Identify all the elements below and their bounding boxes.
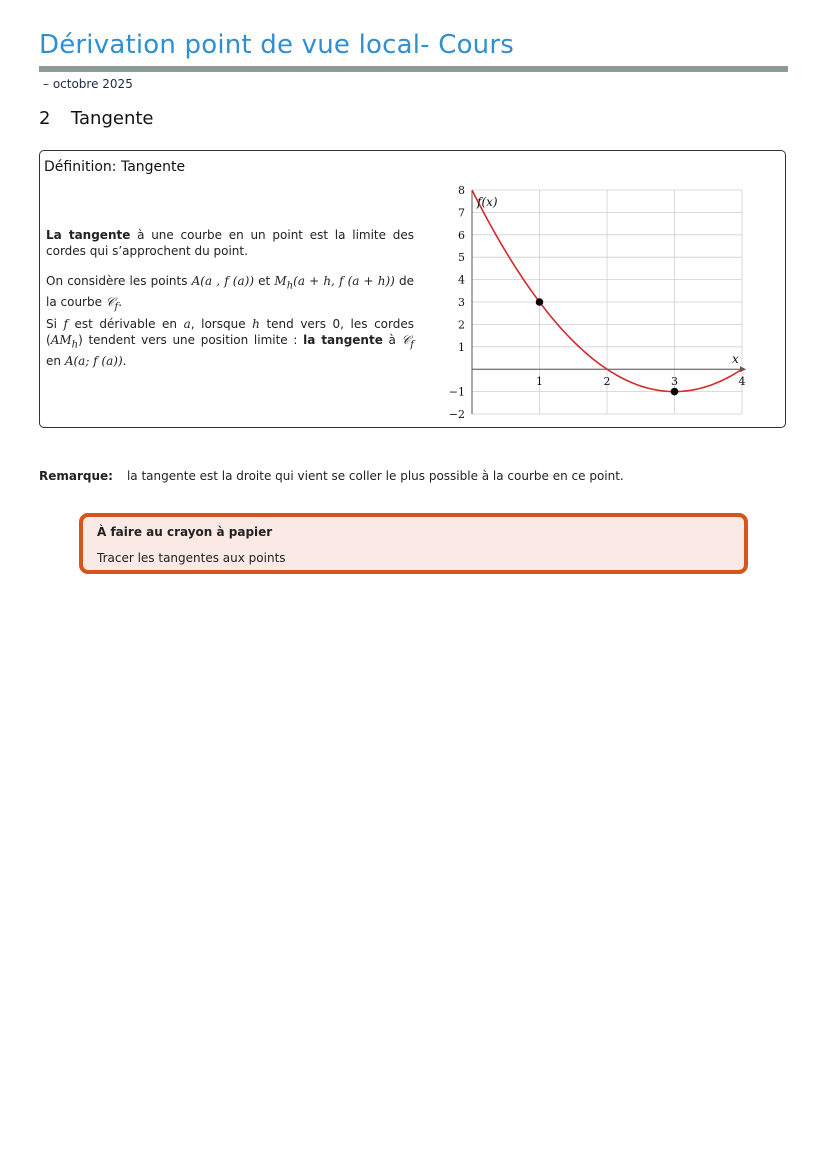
section-title: Tangente: [71, 108, 154, 129]
task-box: [79, 513, 748, 574]
bold-term: La tangente: [46, 228, 131, 242]
text-span: et: [254, 274, 275, 288]
x-tick-label: 4: [738, 375, 746, 389]
definition-text: [46, 227, 414, 369]
definition-heading: Définition: Tangente: [44, 159, 186, 175]
math-sub: h: [71, 339, 79, 351]
y-tick-label: 4: [458, 273, 465, 287]
x-axis-label: x: [732, 352, 739, 367]
y-tick-label: 2: [458, 318, 465, 332]
section-number: 2: [39, 108, 51, 129]
y-tick-label: −1: [448, 385, 465, 399]
section-heading: [39, 108, 154, 129]
definition-paragraph-1: [46, 227, 414, 259]
remark-text: la tangente est la droite qui vient se coller le plus possible à la courbe en ce point.: [126, 469, 624, 483]
function-graph: [445, 180, 755, 425]
math-span: AM: [50, 332, 72, 347]
math-span: f: [63, 316, 68, 331]
math-span: h: [252, 316, 260, 331]
y-tick-label: 8: [458, 184, 465, 197]
math-span: A(a , f (a)): [191, 274, 255, 288]
text-span: .: [122, 354, 127, 369]
text-span: On considère les points: [46, 274, 192, 288]
math-sub: f: [410, 339, 414, 351]
y-axis-label: f(x): [477, 195, 498, 209]
date-line: – octobre 2025: [43, 77, 133, 91]
x-tick-label: 2: [603, 375, 611, 389]
text-span: à une courbe en un point est la limite des cordes qui s’approchent du point.: [46, 228, 414, 258]
math-sub: f: [114, 301, 119, 313]
math-span: a: [183, 316, 191, 331]
math-sub: h: [286, 280, 294, 292]
text-span: tend vers 0, les cordes (: [46, 316, 414, 347]
text-span: en: [46, 354, 65, 369]
x-tick-label: 3: [671, 375, 678, 389]
text-span: est dérivable en: [67, 316, 184, 331]
task-text: Tracer les tangentes aux points: [97, 551, 286, 565]
math-span: 𝒞: [105, 295, 115, 310]
definition-paragraph-2: [46, 273, 414, 316]
text-span: de la courbe: [46, 274, 414, 310]
math-span: 𝒞: [401, 332, 411, 347]
y-tick-label: 1: [458, 340, 465, 354]
page-title: Dérivation point de vue local- Cours: [39, 30, 514, 60]
text-span: .: [118, 295, 123, 310]
curve-point: [671, 388, 679, 396]
text-span: Si: [46, 316, 64, 331]
task-title: À faire au crayon à papier: [97, 525, 273, 539]
y-tick-label: −2: [448, 408, 465, 421]
math-span: (a + h, f (a + h)): [293, 274, 395, 288]
remark: [39, 469, 624, 483]
math-span: M: [274, 274, 287, 288]
math-span: A(a; f (a)): [64, 354, 123, 369]
text-span: à: [382, 332, 402, 347]
curve-point: [536, 298, 544, 306]
x-tick-label: 1: [536, 375, 543, 389]
title-rule: [39, 66, 788, 72]
remark-label: Remarque:: [39, 469, 113, 483]
y-tick-label: 6: [458, 228, 465, 242]
bold-term: la tangente: [303, 332, 383, 347]
y-tick-label: 7: [458, 206, 465, 220]
text-span: , lorsque: [190, 316, 253, 331]
y-tick-label: 5: [458, 251, 465, 265]
y-tick-label: 3: [458, 296, 465, 309]
definition-paragraph-3: [46, 316, 414, 369]
text-span: ) tendent vers une position limite :: [78, 332, 304, 347]
